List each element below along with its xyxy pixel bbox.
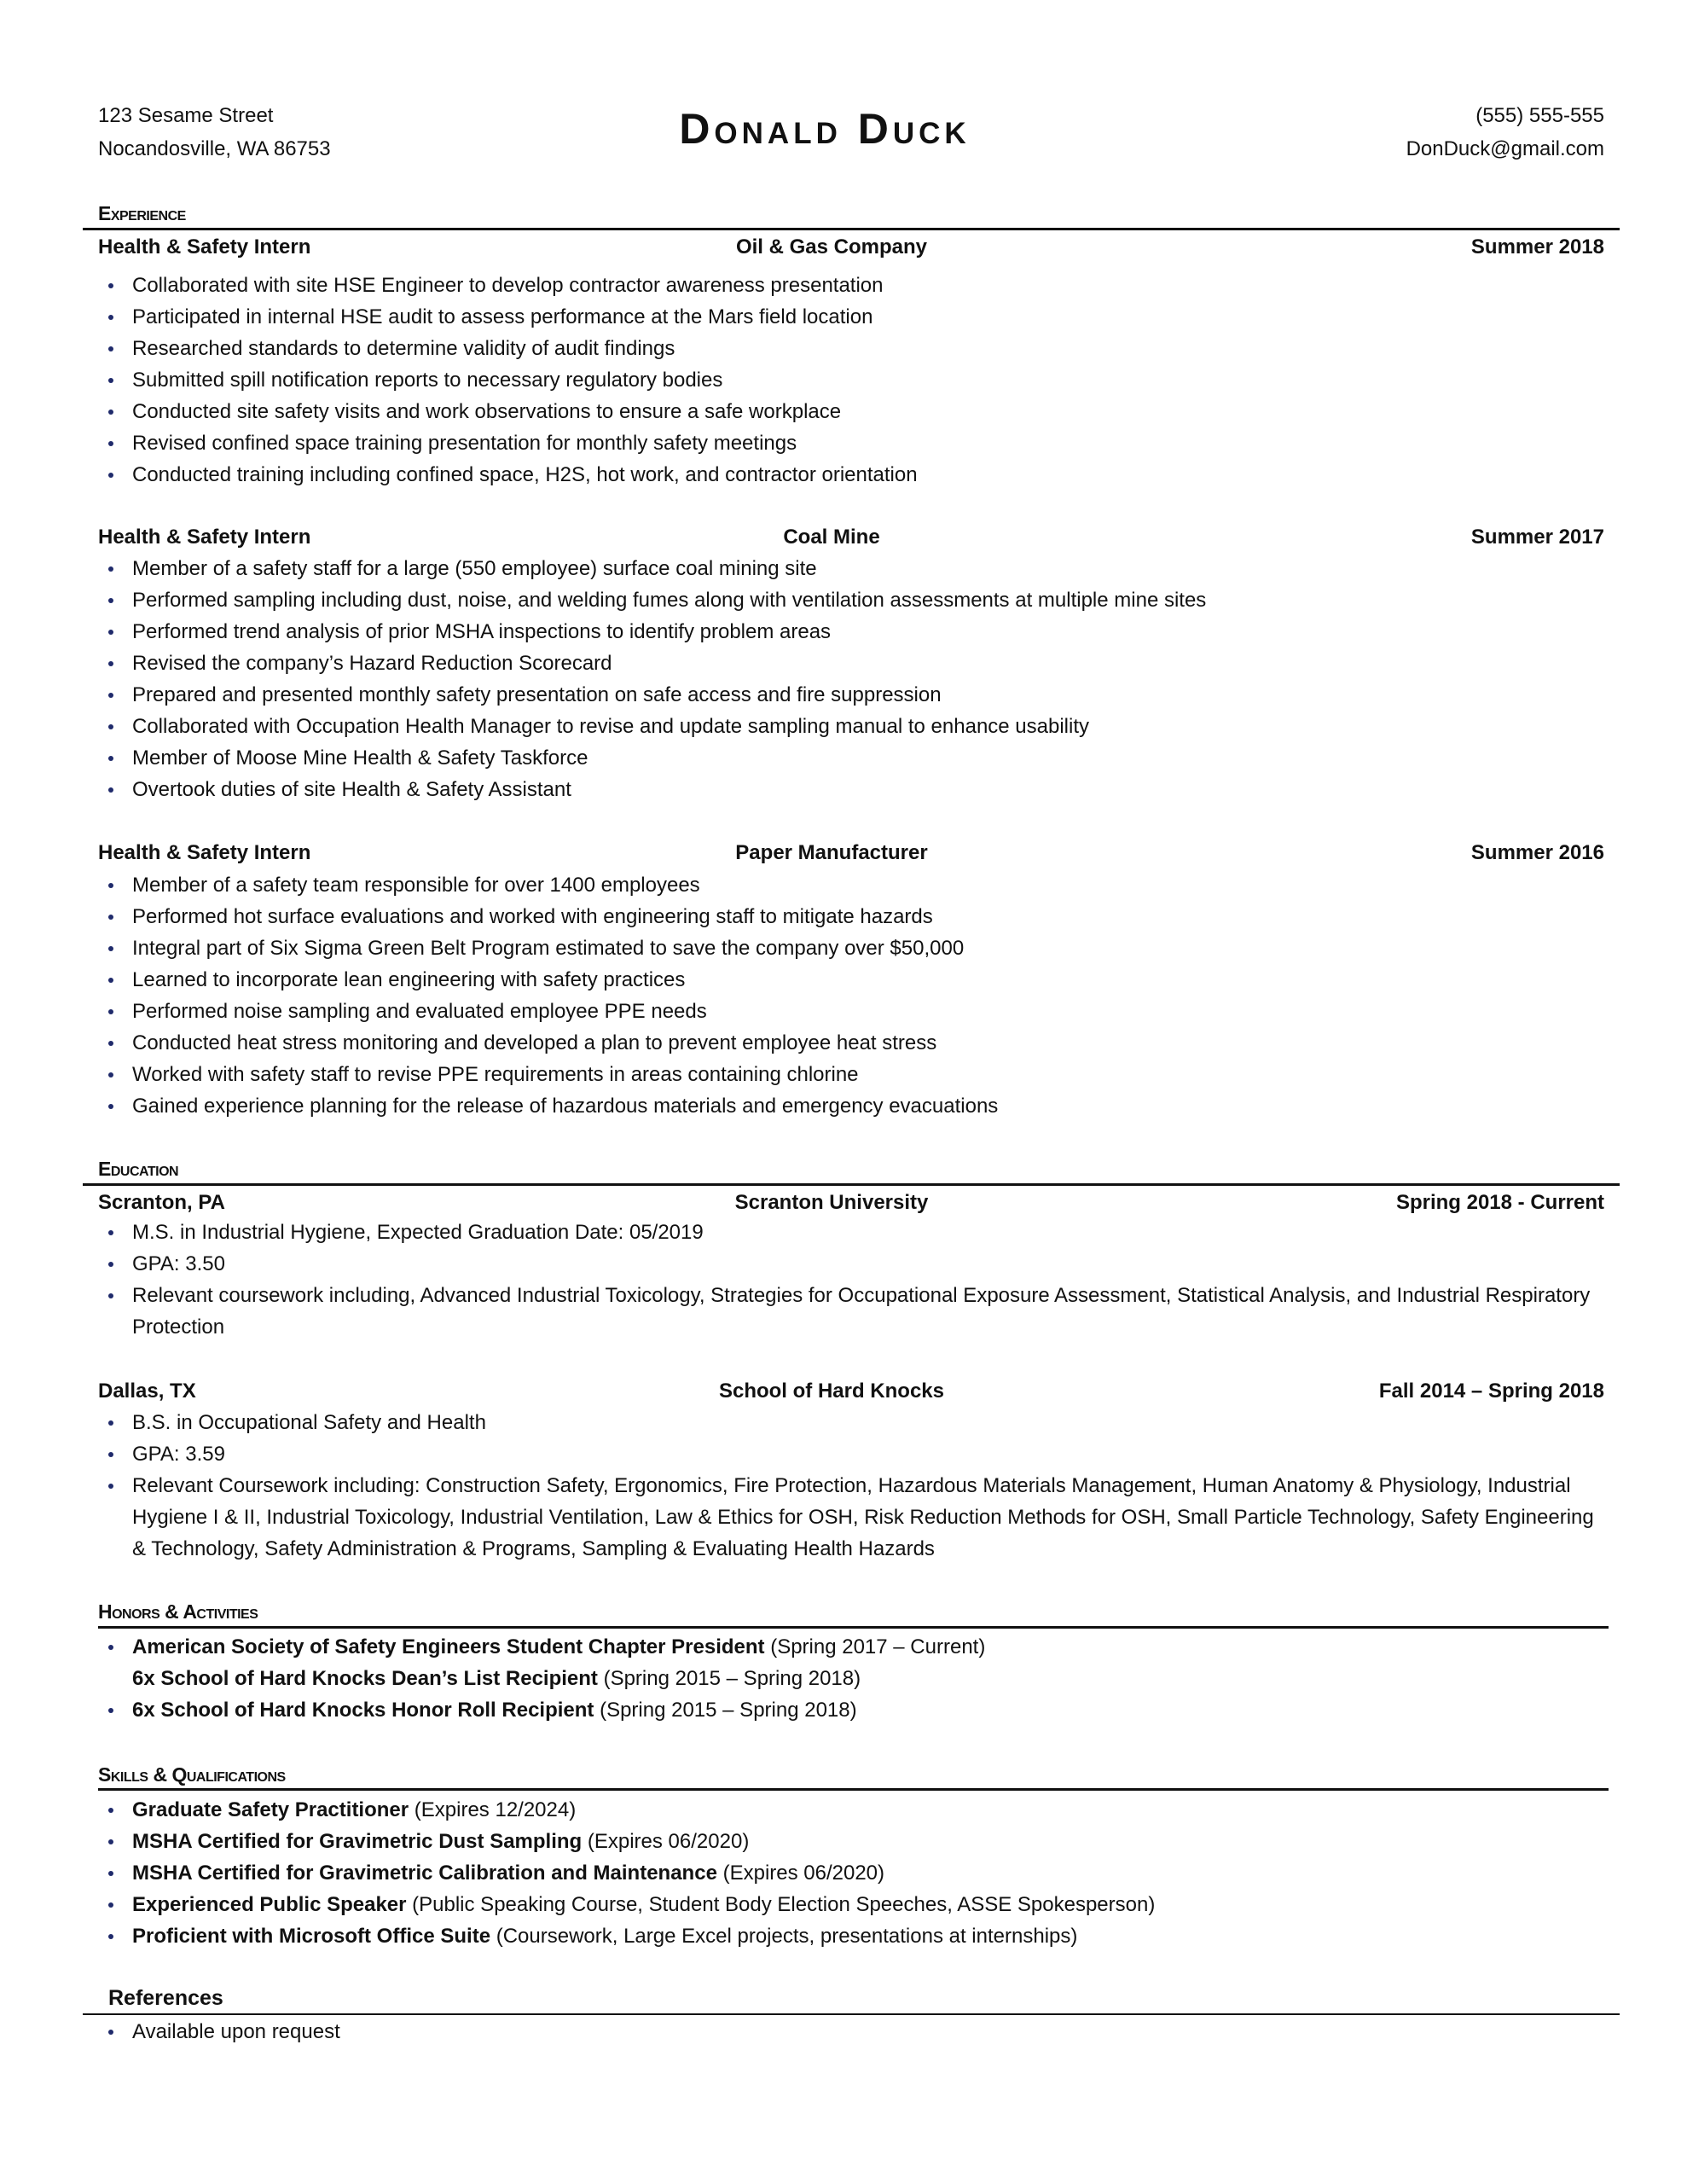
honors-list <box>108 1631 1609 1726</box>
bullet-icon <box>108 1293 113 1298</box>
bullet-icon <box>108 473 113 478</box>
honor-dates: (Spring 2015 – Spring 2018) <box>594 1699 857 1722</box>
list-item <box>108 616 1609 648</box>
list-item <box>108 1631 1609 1663</box>
bullet-text: B.S. in Occupational Safety and Health <box>132 1411 486 1434</box>
bullet-icon <box>108 346 113 351</box>
address-line-1: 123 Sesame Street <box>98 104 274 127</box>
list-item <box>108 2016 1609 2048</box>
list-item <box>108 774 1609 805</box>
list-item <box>108 1027 1609 1059</box>
bullet-icon <box>108 410 113 415</box>
section-divider <box>83 228 1620 230</box>
skills-list <box>108 1794 1609 1952</box>
skill-title: MSHA Certified for Gravimetric Dust Sampling <box>132 1830 583 1853</box>
bullet-icon <box>108 1230 113 1235</box>
list-item <box>108 1217 1609 1248</box>
list-item <box>108 396 1609 427</box>
job-date: Summer 2016 <box>1470 841 1604 864</box>
school-bullets <box>108 1407 1609 1565</box>
list-item <box>108 301 1609 333</box>
list-item <box>108 869 1609 901</box>
bullet-text: Member of Moose Mine Health & Safety Taskforce <box>132 746 588 770</box>
bullet-text: Worked with safety staff to revise PPE requirements in areas containing chlorine <box>132 1063 859 1086</box>
job-date: Summer 2017 <box>1470 526 1604 549</box>
bullet-icon <box>108 1041 113 1046</box>
section-heading-honors: Honors & Activities <box>98 1600 258 1623</box>
list-item <box>108 1407 1609 1438</box>
skill-title: MSHA Certified for Gravimetric Calibration and Maintenance <box>132 1862 717 1885</box>
bullet-text: Performed sampling including dust, noise, and welding fumes along with ventilation assessments at multiple mine sites <box>132 589 1207 612</box>
skill-title: Proficient with Microsoft Office Suite <box>132 1925 491 1948</box>
bullet-icon <box>108 283 113 288</box>
school-header <box>98 1187 1604 1218</box>
list-item <box>108 711 1609 742</box>
bullet-text: Collaborated with Occupation Health Manager to revise and update sampling manual to enhance usability <box>132 715 1090 738</box>
school-location: Dallas, TX <box>98 1380 196 1403</box>
bullet-text: Submitted spill notification reports to necessary regulatory bodies <box>132 369 723 392</box>
bullet-text: Performed hot surface evaluations and worked with engineering staff to mitigate hazards <box>132 905 933 928</box>
bullet-icon <box>108 756 113 761</box>
list-item <box>108 679 1609 711</box>
job-date: Summer 2018 <box>1470 235 1604 258</box>
bullet-icon <box>108 1072 113 1077</box>
bullet-icon <box>108 946 113 951</box>
school-name: Scranton University <box>734 1191 929 1214</box>
bullet-icon <box>108 1262 113 1267</box>
skill-detail: (Expires 06/2020) <box>582 1830 750 1853</box>
bullet-icon <box>108 566 113 572</box>
bullet-icon <box>108 1452 113 1457</box>
bullet-text: Participated in internal HSE audit to assess performance at the Mars field location <box>132 305 873 328</box>
section-divider <box>83 2013 1620 2015</box>
skill-title: Graduate Safety Practitioner <box>132 1798 409 1821</box>
bullet-text: Performed noise sampling and evaluated employee PPE needs <box>132 1000 707 1023</box>
bullet-text: Available upon request <box>132 2020 340 2043</box>
job-title: Health & Safety Intern <box>98 526 311 549</box>
job-title: Health & Safety Intern <box>98 235 311 258</box>
bullet-icon <box>108 1808 113 1813</box>
bullet-text: Member of a safety team responsible for over 1400 employees <box>132 874 700 897</box>
bullet-icon <box>108 661 113 666</box>
list-item <box>108 270 1609 301</box>
bullet-text: Member of a safety staff for a large (550 employee) surface coal mining site <box>132 557 817 580</box>
list-item <box>108 901 1609 932</box>
list-item <box>108 1438 1609 1470</box>
bullet-text: Conducted training including confined space, H2S, hot work, and contractor orientation <box>132 463 918 486</box>
section-divider <box>98 1788 1609 1791</box>
bullet-text: Conducted heat stress monitoring and developed a plan to prevent employee heat stress <box>132 1031 937 1054</box>
job-header <box>98 837 1604 868</box>
bullet-text: Learned to incorporate lean engineering with safety practices <box>132 968 686 991</box>
job-bullets <box>108 270 1609 491</box>
bullet-text: GPA: 3.50 <box>132 1252 225 1275</box>
job-header <box>98 521 1604 553</box>
skill-detail: (Public Speaking Course, Student Body Election Speeches, ASSE Spokesperson) <box>406 1893 1156 1916</box>
list-item <box>108 742 1609 774</box>
bullet-icon <box>108 1420 113 1426</box>
bullet-icon <box>108 1009 113 1014</box>
list-item <box>108 1470 1609 1565</box>
list-item <box>108 1090 1609 1122</box>
list-item <box>108 553 1609 584</box>
bullet-icon <box>108 1645 113 1650</box>
job-org: Coal Mine <box>783 526 880 549</box>
list-item <box>108 1889 1609 1920</box>
bullet-icon <box>108 2030 113 2035</box>
list-item <box>108 648 1609 679</box>
bullet-text: Overtook duties of site Health & Safety Assistant <box>132 778 571 801</box>
list-item <box>108 364 1609 396</box>
honor-dates: (Spring 2017 – Current) <box>764 1635 986 1658</box>
bullet-icon <box>108 598 113 603</box>
bullet-text: Relevant Coursework including: Construction Safety, Ergonomics, Fire Protection, Hazardous Materials Management, Human Anatomy & Physiology, Industrial Hygiene I & II, Industrial Toxicology, Industrial Ventilation, Law & Ethics for OSH, Risk Reduction Methods for OSH, Small Particle Technology, Safety Engineering & Technology, Safety Administration & Programs, Sampling & Evaluating Health Hazards <box>132 1474 1594 1560</box>
bullet-icon <box>108 787 113 793</box>
list-item <box>108 1694 1609 1726</box>
bullet-icon <box>108 315 113 320</box>
school-date: Spring 2018 - Current <box>1395 1191 1604 1214</box>
phone: (555) 555-555 <box>1475 104 1604 127</box>
list-item <box>108 1663 1609 1694</box>
bullet-icon <box>108 1839 113 1844</box>
bullet-icon <box>108 1902 113 1908</box>
email[interactable]: DonDuck@gmail.com <box>1406 137 1604 160</box>
bullet-icon <box>108 915 113 920</box>
honor-title: 6x School of Hard Knocks Dean’s List Recipient <box>132 1667 598 1690</box>
bullet-text: Gained experience planning for the release of hazardous materials and emergency evacuations <box>132 1095 999 1118</box>
references-list <box>108 2016 1609 2048</box>
bullet-icon <box>108 630 113 635</box>
list-item <box>108 1920 1609 1952</box>
bullet-text: Revised confined space training presentation for monthly safety meetings <box>132 432 797 455</box>
school-header <box>98 1375 1604 1407</box>
job-org: Oil & Gas Company <box>735 235 928 258</box>
bullet-text: M.S. in Industrial Hygiene, Expected Graduation Date: 05/2019 <box>132 1221 704 1244</box>
skill-detail: (Expires 12/2024) <box>409 1798 577 1821</box>
list-item <box>108 1280 1609 1343</box>
skill-title: Experienced Public Speaker <box>132 1893 407 1916</box>
bullet-icon <box>108 378 113 383</box>
bullet-text: Conducted site safety visits and work observations to ensure a safe workplace <box>132 400 842 423</box>
section-heading-references: References <box>108 1986 223 2010</box>
list-item <box>108 1857 1609 1889</box>
list-item <box>108 1826 1609 1857</box>
bullet-text: GPA: 3.59 <box>132 1443 225 1466</box>
list-item <box>108 333 1609 364</box>
bullet-icon <box>108 693 113 698</box>
bullet-text: Integral part of Six Sigma Green Belt Program estimated to save the company over $50,000 <box>132 937 965 960</box>
bullet-text: Relevant coursework including, Advanced Industrial Toxicology, Strategies for Occupational Exposure Assessment, Statistical Analysis, and Industrial Respiratory Protection <box>132 1284 1591 1339</box>
bullet-text: Collaborated with site HSE Engineer to develop contractor awareness presentation <box>132 274 884 297</box>
list-item <box>108 1059 1609 1090</box>
bullet-icon <box>108 1871 113 1876</box>
school-name: School of Hard Knocks <box>718 1380 945 1403</box>
list-item <box>108 964 1609 996</box>
bullet-text: Revised the company’s Hazard Reduction Scorecard <box>132 652 612 675</box>
bullet-icon <box>108 1708 113 1713</box>
address-line-2: Nocandosville, WA 86753 <box>98 137 331 160</box>
list-item <box>108 459 1609 491</box>
honor-title: 6x School of Hard Knocks Honor Roll Recipient <box>132 1699 594 1722</box>
bullet-text: Performed trend analysis of prior MSHA inspections to identify problem areas <box>132 620 832 643</box>
job-bullets <box>108 869 1609 1122</box>
bullet-icon <box>108 724 113 729</box>
list-item <box>108 1248 1609 1280</box>
job-title: Health & Safety Intern <box>98 841 311 864</box>
job-bullets <box>108 553 1609 805</box>
bullet-icon <box>108 1934 113 1939</box>
honor-title: American Society of Safety Engineers Student Chapter President <box>132 1635 765 1658</box>
job-org: Paper Manufacturer <box>735 841 928 864</box>
school-date: Fall 2014 – Spring 2018 <box>1378 1380 1604 1403</box>
skill-detail: (Coursework, Large Excel projects, presentations at internships) <box>490 1925 1078 1948</box>
skill-detail: (Expires 06/2020) <box>716 1862 885 1885</box>
bullet-icon <box>108 441 113 446</box>
candidate-name: Donald Duck <box>679 105 971 153</box>
bullet-text: Prepared and presented monthly safety presentation on safe access and fire suppression <box>132 683 942 706</box>
school-bullets <box>108 1217 1609 1343</box>
list-item <box>108 427 1609 459</box>
section-heading-education: Education <box>98 1158 179 1180</box>
list-item <box>108 996 1609 1027</box>
bullet-icon <box>108 1484 113 1489</box>
bullet-text: Researched standards to determine validity of audit findings <box>132 337 675 360</box>
list-item <box>108 1794 1609 1826</box>
section-heading-experience: Experience <box>98 202 186 224</box>
section-heading-skills: Skills & Qualifications <box>98 1763 286 1786</box>
section-divider <box>98 1626 1609 1629</box>
list-item <box>108 932 1609 964</box>
bullet-icon <box>108 978 113 983</box>
honor-dates: (Spring 2015 – Spring 2018) <box>597 1667 861 1690</box>
bullet-icon <box>108 883 113 888</box>
job-header <box>98 231 1604 263</box>
bullet-icon <box>108 1104 113 1109</box>
list-item <box>108 584 1609 616</box>
section-divider <box>83 1183 1620 1186</box>
school-location: Scranton, PA <box>98 1191 225 1214</box>
